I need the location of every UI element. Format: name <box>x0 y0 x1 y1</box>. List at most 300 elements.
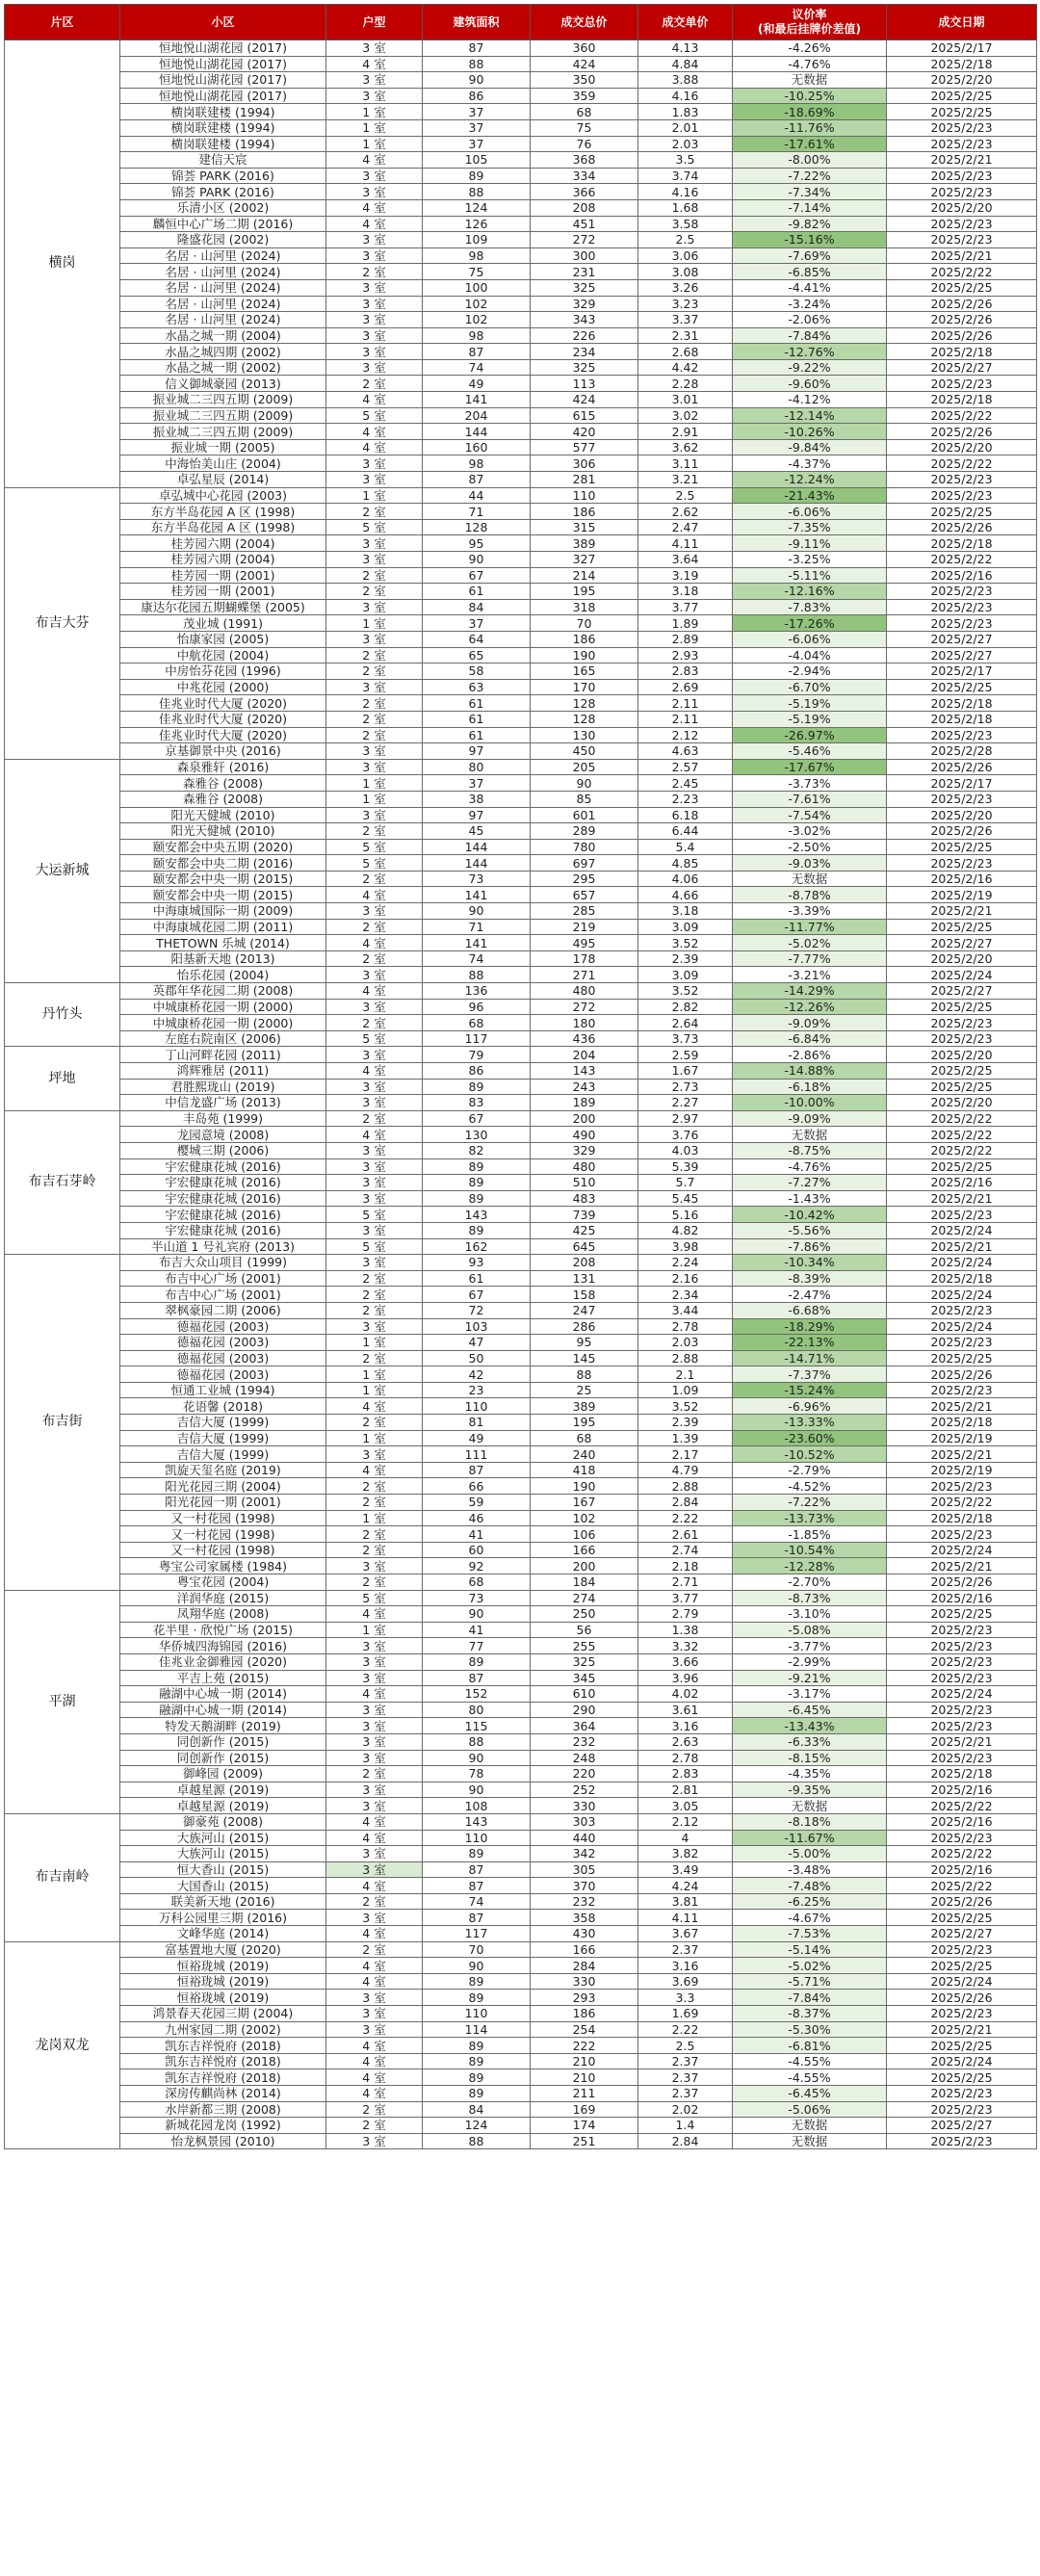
room-type-cell: 3 室 <box>326 1861 423 1878</box>
room-type-cell: 2 室 <box>326 504 423 520</box>
community-cell: 宇宏健康花城 (2016) <box>120 1190 326 1207</box>
community-cell: 联美新天地 (2016) <box>120 1893 326 1910</box>
deal-date-cell: 2025/2/24 <box>887 2053 1037 2069</box>
unit-price-cell: 4.06 <box>638 871 733 887</box>
unit-price-cell: 3.98 <box>638 1238 733 1255</box>
table-row <box>5 2021 1037 2038</box>
total-price-cell: 366 <box>531 184 638 200</box>
community-cell: 阳光花园三期 (2004) <box>120 1478 326 1495</box>
total-price-cell: 368 <box>531 152 638 169</box>
area-cell: 67 <box>423 1287 531 1303</box>
community-cell: 佳兆业时代大厦 (2020) <box>120 727 326 743</box>
total-price-cell: 306 <box>531 455 638 472</box>
total-price-cell: 85 <box>531 791 638 807</box>
bargain-rate-cell: -9.21% <box>733 1670 887 1686</box>
room-type-cell: 1 室 <box>326 615 423 632</box>
table-row <box>5 1813 1037 1830</box>
unit-price-cell: 2.12 <box>638 727 733 743</box>
table-row <box>5 40 1037 57</box>
total-price-cell: 113 <box>531 376 638 392</box>
table-row <box>5 168 1037 184</box>
bargain-rate-cell: -17.67% <box>733 759 887 775</box>
total-price-cell: 615 <box>531 407 638 424</box>
unit-price-cell: 3.26 <box>638 279 733 296</box>
unit-price-cell: 3.21 <box>638 472 733 488</box>
total-price-cell: 208 <box>531 1255 638 1271</box>
deal-date-cell: 2025/2/26 <box>887 823 1037 840</box>
table-row <box>5 2101 1037 2118</box>
bargain-rate-cell: 无数据 <box>733 72 887 89</box>
room-type-cell: 3 室 <box>326 535 423 552</box>
room-type-cell: 3 室 <box>326 1047 423 1063</box>
room-type-cell: 4 室 <box>326 216 423 232</box>
total-price-cell: 303 <box>531 1813 638 1830</box>
room-type-cell: 3 室 <box>326 1255 423 1271</box>
area-cell: 108 <box>423 1798 531 1814</box>
area-cell: 70 <box>423 1941 531 1958</box>
bargain-rate-cell: -4.26% <box>733 40 887 57</box>
room-type-cell: 4 室 <box>326 1926 423 1942</box>
room-type-cell: 2 室 <box>326 1941 423 1958</box>
area-cell: 109 <box>423 232 531 248</box>
area-cell: 49 <box>423 1430 531 1446</box>
total-price-cell: 739 <box>531 1207 638 1223</box>
area-cell: 61 <box>423 695 531 712</box>
table-row <box>5 72 1037 89</box>
total-price-cell: 424 <box>531 392 638 408</box>
total-price-cell: 186 <box>531 2006 638 2022</box>
room-type-cell: 4 室 <box>326 1462 423 1478</box>
bargain-rate-cell: -26.97% <box>733 727 887 743</box>
deal-date-cell: 2025/2/23 <box>887 1702 1037 1718</box>
deal-date-cell: 2025/2/25 <box>887 999 1037 1015</box>
deal-date-cell: 2025/2/23 <box>887 1830 1037 1846</box>
bargain-rate-cell: -3.25% <box>733 552 887 568</box>
table-row <box>5 279 1037 296</box>
table-row <box>5 88 1037 104</box>
bargain-rate-cell: -11.67% <box>733 1830 887 1846</box>
unit-price-cell: 3.49 <box>638 1861 733 1878</box>
table-row <box>5 504 1037 520</box>
total-price-cell: 425 <box>531 1222 638 1238</box>
unit-price-cell: 4.13 <box>638 40 733 57</box>
table-row <box>5 1653 1037 1670</box>
table-row <box>5 407 1037 424</box>
bargain-rate-cell: -3.73% <box>733 775 887 792</box>
area-cell: 74 <box>423 950 531 967</box>
deal-date-cell: 2025/2/25 <box>887 1910 1037 1926</box>
unit-price-cell: 3.88 <box>638 72 733 89</box>
bargain-rate-cell: -8.73% <box>733 1590 887 1606</box>
unit-price-cell: 3.64 <box>638 552 733 568</box>
community-cell: 阳光花园一期 (2001) <box>120 1495 326 1511</box>
deal-date-cell: 2025/2/18 <box>887 1766 1037 1782</box>
bargain-rate-cell: -12.24% <box>733 472 887 488</box>
room-type-cell: 2 室 <box>326 1015 423 1031</box>
table-row <box>5 1222 1037 1238</box>
header-total-price: 成交总价 <box>531 5 638 40</box>
total-price-cell: 272 <box>531 232 638 248</box>
deal-date-cell: 2025/2/22 <box>887 455 1037 472</box>
total-price-cell: 167 <box>531 1495 638 1511</box>
total-price-cell: 601 <box>531 807 638 823</box>
room-type-cell: 4 室 <box>326 1398 423 1415</box>
community-cell: 万科公园里三期 (2016) <box>120 1910 326 1926</box>
area-cell: 98 <box>423 247 531 264</box>
total-price-cell: 128 <box>531 711 638 727</box>
room-type-cell: 3 室 <box>326 472 423 488</box>
community-cell: 凯东吉祥悦府 (2018) <box>120 2069 326 2086</box>
community-cell: 大国香山 (2015) <box>120 1878 326 1894</box>
room-type-cell: 5 室 <box>326 519 423 535</box>
total-price-cell: 271 <box>531 967 638 983</box>
room-type-cell: 5 室 <box>326 1590 423 1606</box>
room-type-cell: 4 室 <box>326 1973 423 1990</box>
room-type-cell: 3 室 <box>326 1175 423 1191</box>
bargain-rate-cell: -3.21% <box>733 967 887 983</box>
unit-price-cell: 3.06 <box>638 247 733 264</box>
table-row <box>5 2038 1037 2054</box>
area-cell: 37 <box>423 615 531 632</box>
room-type-cell: 3 室 <box>326 296 423 312</box>
community-cell: 振业城一期 (2005) <box>120 439 326 455</box>
unit-price-cell: 2.62 <box>638 504 733 520</box>
header-room-type: 户型 <box>326 5 423 40</box>
room-type-cell: 4 室 <box>326 199 423 216</box>
total-price-cell: 190 <box>531 647 638 664</box>
total-price-cell: 359 <box>531 88 638 104</box>
room-type-cell: 3 室 <box>326 1638 423 1654</box>
area-cell: 73 <box>423 871 531 887</box>
community-cell: 花语馨 (2018) <box>120 1398 326 1415</box>
total-price-cell: 102 <box>531 1510 638 1526</box>
community-cell: 森雅谷 (2008) <box>120 791 326 807</box>
community-cell: 中航花园 (2004) <box>120 647 326 664</box>
community-cell: 同创新作 (2015) <box>120 1750 326 1766</box>
community-cell: 康达尔花园五期蝴蝶堡 (2005) <box>120 599 326 615</box>
unit-price-cell: 2.27 <box>638 1095 733 1111</box>
area-cell: 110 <box>423 1398 531 1415</box>
room-type-cell: 3 室 <box>326 168 423 184</box>
community-cell: 颐安都会中央一期 (2015) <box>120 887 326 903</box>
unit-price-cell: 3.3 <box>638 1990 733 2006</box>
total-price-cell: 211 <box>531 2086 638 2102</box>
unit-price-cell: 3.08 <box>638 264 733 280</box>
area-cell: 92 <box>423 1558 531 1574</box>
community-cell: 振业城二三四五期 (2009) <box>120 407 326 424</box>
community-cell: 布吉中心广场 (2001) <box>120 1270 326 1287</box>
unit-price-cell: 2.24 <box>638 1255 733 1271</box>
total-price-cell: 165 <box>531 664 638 680</box>
area-cell: 88 <box>423 56 531 72</box>
community-cell: 融湖中心城一期 (2014) <box>120 1686 326 1703</box>
total-price-cell: 189 <box>531 1095 638 1111</box>
total-price-cell: 364 <box>531 1718 638 1734</box>
unit-price-cell: 3.61 <box>638 1702 733 1718</box>
area-cell: 88 <box>423 967 531 983</box>
room-type-cell: 3 室 <box>326 1079 423 1095</box>
community-cell: 中海怡美山庄 (2004) <box>120 455 326 472</box>
area-cell: 47 <box>423 1335 531 1351</box>
room-type-cell: 4 室 <box>326 1878 423 1894</box>
area-cell: 87 <box>423 1670 531 1686</box>
bargain-rate-cell: -7.48% <box>733 1878 887 1894</box>
room-type-cell: 4 室 <box>326 152 423 169</box>
area-cell: 87 <box>423 1878 531 1894</box>
bargain-rate-cell: -6.33% <box>733 1733 887 1750</box>
bargain-rate-cell: -3.48% <box>733 1861 887 1878</box>
deal-date-cell: 2025/2/19 <box>887 1462 1037 1478</box>
bargain-rate-cell: -18.29% <box>733 1318 887 1335</box>
total-price-cell: 145 <box>531 1350 638 1366</box>
room-type-cell: 4 室 <box>326 2053 423 2069</box>
table-row <box>5 887 1037 903</box>
table-row <box>5 2086 1037 2102</box>
room-type-cell: 3 室 <box>326 184 423 200</box>
bargain-rate-cell: -6.06% <box>733 631 887 647</box>
total-price-cell: 300 <box>531 247 638 264</box>
total-price-cell: 76 <box>531 136 638 152</box>
community-cell: 隆盛花园 (2002) <box>120 232 326 248</box>
unit-price-cell: 3.37 <box>638 312 733 328</box>
total-price-cell: 250 <box>531 1606 638 1623</box>
community-cell: 左庭右院南区 (2006) <box>120 1030 326 1047</box>
deal-date-cell: 2025/2/20 <box>887 1047 1037 1063</box>
deal-date-cell: 2025/2/23 <box>887 1478 1037 1495</box>
bargain-rate-cell: -4.76% <box>733 1158 887 1175</box>
area-cell: 90 <box>423 903 531 920</box>
table-row <box>5 743 1037 760</box>
deal-date-cell: 2025/2/23 <box>887 1030 1037 1047</box>
area-cell: 61 <box>423 584 531 600</box>
community-cell: 桂芳园六期 (2004) <box>120 535 326 552</box>
room-type-cell: 3 室 <box>326 1733 423 1750</box>
area-cell: 37 <box>423 104 531 120</box>
unit-price-cell: 3.77 <box>638 1590 733 1606</box>
bargain-rate-cell: -8.15% <box>733 1750 887 1766</box>
room-type-cell: 4 室 <box>326 983 423 1000</box>
unit-price-cell: 2.68 <box>638 344 733 360</box>
bargain-rate-cell: -10.52% <box>733 1446 887 1463</box>
room-type-cell: 3 室 <box>326 40 423 57</box>
total-price-cell: 205 <box>531 759 638 775</box>
unit-price-cell: 3.23 <box>638 296 733 312</box>
unit-price-cell: 2.83 <box>638 664 733 680</box>
community-cell: 大族河山 (2015) <box>120 1846 326 1862</box>
deal-date-cell: 2025/2/23 <box>887 184 1037 200</box>
bargain-rate-cell: -10.42% <box>733 1207 887 1223</box>
table-row <box>5 1861 1037 1878</box>
deal-date-cell: 2025/2/23 <box>887 599 1037 615</box>
total-price-cell: 128 <box>531 695 638 712</box>
community-cell: 森雅谷 (2008) <box>120 775 326 792</box>
header-area: 建筑面积 <box>423 5 531 40</box>
unit-price-cell: 4.24 <box>638 1878 733 1894</box>
area-cell: 38 <box>423 791 531 807</box>
header-bargain-rate: 议价率 (和最后挂牌价差值) <box>733 5 887 40</box>
bargain-rate-cell: 无数据 <box>733 871 887 887</box>
room-type-cell: 1 室 <box>326 1622 423 1638</box>
bargain-rate-cell: -14.29% <box>733 983 887 1000</box>
unit-price-cell: 2.82 <box>638 999 733 1015</box>
area-cell: 77 <box>423 1638 531 1654</box>
unit-price-cell: 3.96 <box>638 1670 733 1686</box>
unit-price-cell: 3.76 <box>638 1127 733 1143</box>
total-price-cell: 360 <box>531 40 638 57</box>
community-cell: 名居 · 山河里 (2024) <box>120 247 326 264</box>
room-type-cell: 3 室 <box>326 1142 423 1158</box>
area-cell: 90 <box>423 72 531 89</box>
unit-price-cell: 4.11 <box>638 1910 733 1926</box>
room-type-cell: 3 室 <box>326 1653 423 1670</box>
transaction-table <box>4 4 1037 2149</box>
table-row <box>5 759 1037 775</box>
total-price-cell: 252 <box>531 1782 638 1798</box>
community-cell: 麟恒中心广场二期 (2016) <box>120 216 326 232</box>
community-cell: 粤宝公司家属楼 (1984) <box>120 1558 326 1574</box>
bargain-rate-cell: -9.03% <box>733 855 887 872</box>
district-cell: 布吉大芬 <box>5 487 120 759</box>
community-cell: 翠枫豪园二期 (2006) <box>120 1302 326 1318</box>
room-type-cell: 3 室 <box>326 599 423 615</box>
unit-price-cell: 4.11 <box>638 535 733 552</box>
bargain-rate-cell: -3.24% <box>733 296 887 312</box>
unit-price-cell: 1.89 <box>638 615 733 632</box>
area-cell: 64 <box>423 631 531 647</box>
total-price-cell: 389 <box>531 1398 638 1415</box>
deal-date-cell: 2025/2/16 <box>887 1590 1037 1606</box>
bargain-rate-cell: -3.02% <box>733 823 887 840</box>
deal-date-cell: 2025/2/24 <box>887 1542 1037 1558</box>
total-price-cell: 68 <box>531 104 638 120</box>
unit-price-cell: 4 <box>638 1830 733 1846</box>
community-cell: 特发天鹅湖畔 (2019) <box>120 1718 326 1734</box>
total-price-cell: 243 <box>531 1079 638 1095</box>
bargain-rate-cell: -7.27% <box>733 1175 887 1191</box>
deal-date-cell: 2025/2/21 <box>887 1190 1037 1207</box>
table-row <box>5 584 1037 600</box>
room-type-cell: 5 室 <box>326 1238 423 1255</box>
deal-date-cell: 2025/2/26 <box>887 1366 1037 1383</box>
table-row <box>5 104 1037 120</box>
bargain-rate-cell: 无数据 <box>733 2133 887 2149</box>
room-type-cell: 4 室 <box>326 2069 423 2086</box>
total-price-cell: 272 <box>531 999 638 1015</box>
deal-date-cell: 2025/2/22 <box>887 1495 1037 1511</box>
area-cell: 60 <box>423 1542 531 1558</box>
bargain-rate-cell: -22.13% <box>733 1335 887 1351</box>
bargain-rate-cell: -17.61% <box>733 136 887 152</box>
community-cell: 卓越星源 (2019) <box>120 1798 326 1814</box>
table-row <box>5 119 1037 136</box>
deal-date-cell: 2025/2/22 <box>887 1127 1037 1143</box>
table-row <box>5 1733 1037 1750</box>
unit-price-cell: 1.67 <box>638 1063 733 1080</box>
bargain-rate-cell: -7.83% <box>733 599 887 615</box>
room-type-cell: 3 室 <box>326 1798 423 1814</box>
table-row <box>5 1893 1037 1910</box>
room-type-cell: 4 室 <box>326 2038 423 2054</box>
area-cell: 126 <box>423 216 531 232</box>
room-type-cell: 3 室 <box>326 1670 423 1686</box>
table-row <box>5 1510 1037 1526</box>
table-row <box>5 631 1037 647</box>
unit-price-cell: 2.78 <box>638 1318 733 1335</box>
area-cell: 65 <box>423 647 531 664</box>
bargain-rate-cell: -4.04% <box>733 647 887 664</box>
deal-date-cell: 2025/2/23 <box>887 1718 1037 1734</box>
community-cell: 桂芳园六期 (2004) <box>120 552 326 568</box>
deal-date-cell: 2025/2/18 <box>887 711 1037 727</box>
deal-date-cell: 2025/2/25 <box>887 1079 1037 1095</box>
deal-date-cell: 2025/2/23 <box>887 1638 1037 1654</box>
deal-date-cell: 2025/2/25 <box>887 839 1037 855</box>
unit-price-cell: 2.78 <box>638 1750 733 1766</box>
bargain-rate-cell: -5.06% <box>733 2101 887 2118</box>
area-cell: 115 <box>423 1718 531 1734</box>
total-price-cell: 329 <box>531 296 638 312</box>
deal-date-cell: 2025/2/26 <box>887 1574 1037 1591</box>
table-row <box>5 136 1037 152</box>
unit-price-cell: 2.1 <box>638 1366 733 1383</box>
room-type-cell: 4 室 <box>326 1063 423 1080</box>
room-type-cell: 2 室 <box>326 1766 423 1782</box>
total-price-cell: 208 <box>531 199 638 216</box>
table-row <box>5 1910 1037 1926</box>
room-type-cell: 1 室 <box>326 1510 423 1526</box>
deal-date-cell: 2025/2/23 <box>887 2006 1037 2022</box>
bargain-rate-cell: -2.70% <box>733 1574 887 1591</box>
deal-date-cell: 2025/2/21 <box>887 1446 1037 1463</box>
bargain-rate-cell: -4.55% <box>733 2069 887 2086</box>
unit-price-cell: 2.73 <box>638 1079 733 1095</box>
area-cell: 42 <box>423 1366 531 1383</box>
bargain-rate-cell: -5.30% <box>733 2021 887 2038</box>
district-cell: 平湖 <box>5 1590 120 1813</box>
total-price-cell: 166 <box>531 1941 638 1958</box>
total-price-cell: 329 <box>531 1142 638 1158</box>
area-cell: 37 <box>423 775 531 792</box>
community-cell: 佳兆业时代大厦 (2020) <box>120 695 326 712</box>
community-cell: 茂业城 (1991) <box>120 615 326 632</box>
deal-date-cell: 2025/2/24 <box>887 1287 1037 1303</box>
area-cell: 84 <box>423 599 531 615</box>
total-price-cell: 343 <box>531 312 638 328</box>
room-type-cell: 3 室 <box>326 344 423 360</box>
total-price-cell: 131 <box>531 1270 638 1287</box>
bargain-rate-cell: -12.14% <box>733 407 887 424</box>
community-cell: 凤翔华庭 (2008) <box>120 1606 326 1623</box>
deal-date-cell: 2025/2/23 <box>887 1526 1037 1543</box>
community-cell: 水晶之城四期 (2002) <box>120 344 326 360</box>
deal-date-cell: 2025/2/16 <box>887 1813 1037 1830</box>
total-price-cell: 657 <box>531 887 638 903</box>
total-price-cell: 190 <box>531 1478 638 1495</box>
community-cell: 颐安都会中央五期 (2020) <box>120 839 326 855</box>
community-cell: 中房怡芬花园 (1996) <box>120 664 326 680</box>
total-price-cell: 210 <box>531 2053 638 2069</box>
deal-date-cell: 2025/2/23 <box>887 376 1037 392</box>
community-cell: 中城康桥花园一期 (2000) <box>120 999 326 1015</box>
table-row <box>5 264 1037 280</box>
community-cell: 水岸新都三期 (2008) <box>120 2101 326 2118</box>
community-cell: 振业城二三四五期 (2009) <box>120 392 326 408</box>
deal-date-cell: 2025/2/20 <box>887 807 1037 823</box>
deal-date-cell: 2025/2/18 <box>887 1510 1037 1526</box>
unit-price-cell: 5.7 <box>638 1175 733 1191</box>
room-type-cell: 3 室 <box>326 743 423 760</box>
area-cell: 46 <box>423 1510 531 1526</box>
